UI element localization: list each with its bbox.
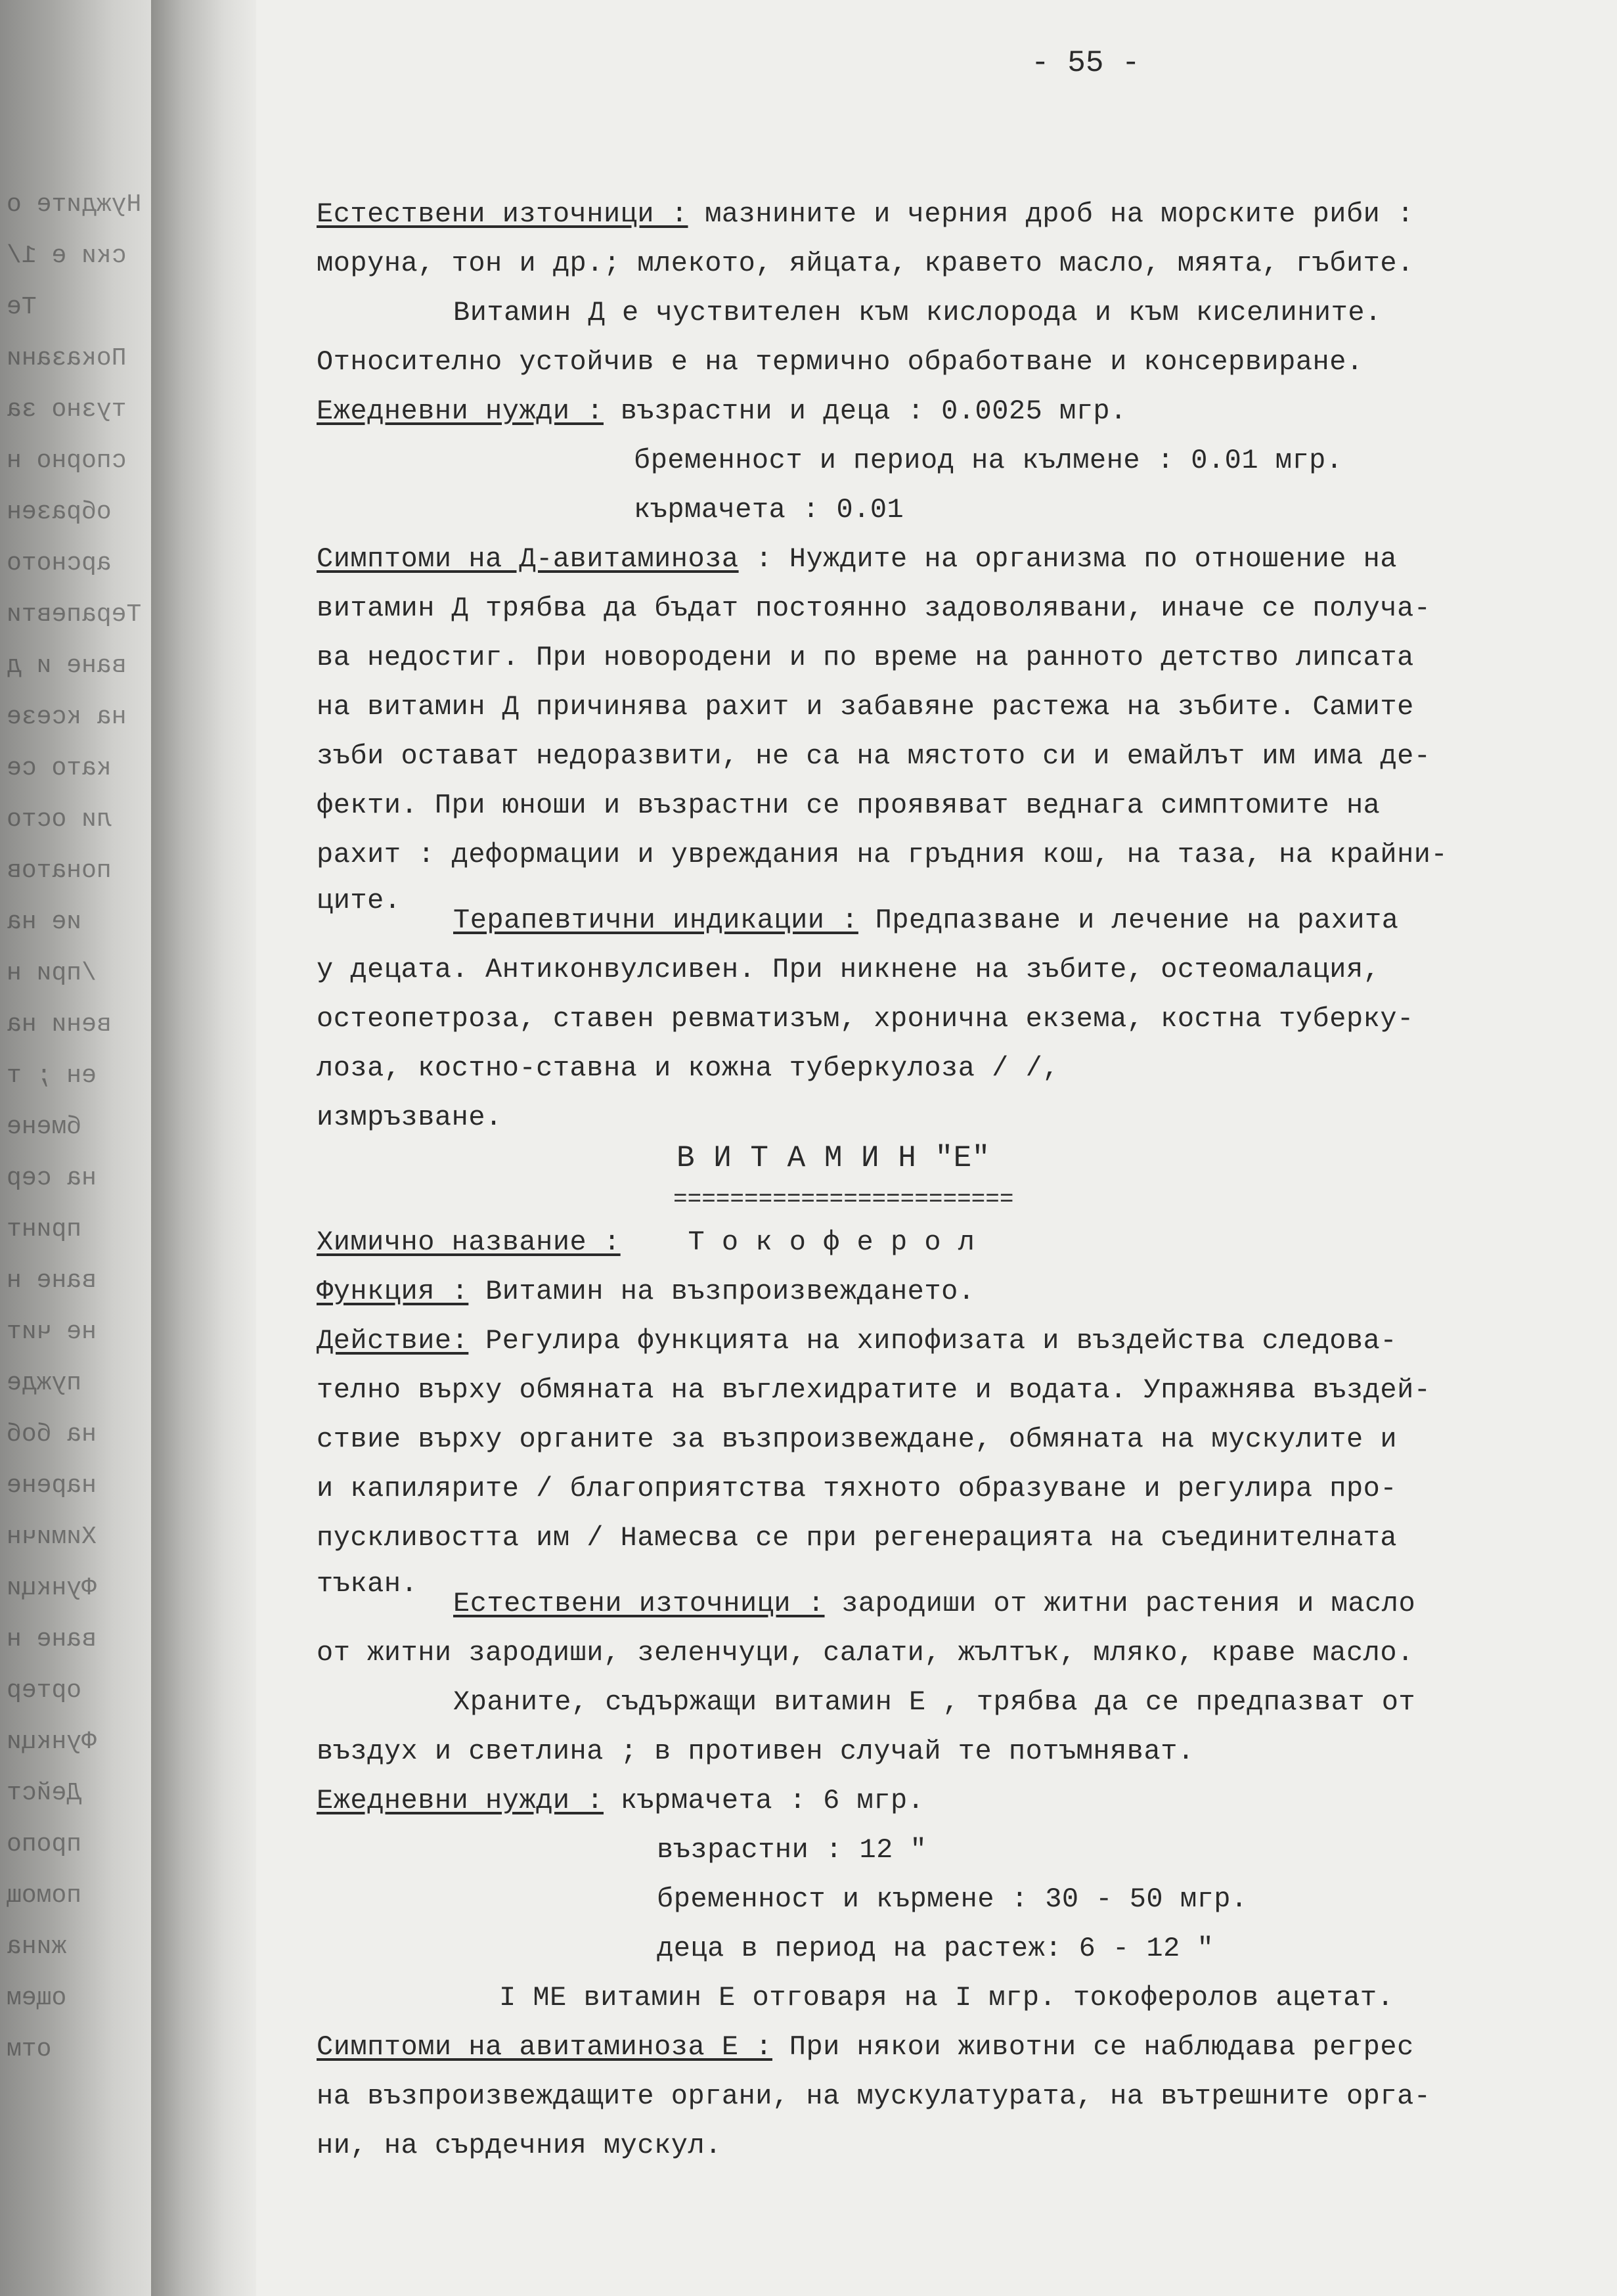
natural-sources-e: Естествени източници : зародиши от житни растения и масло [453,1588,1416,1619]
line-10: ва недостиг. При новородени и по време на ранното детство липсата [317,642,1414,673]
bleed-line: бмене [7,1113,82,1141]
line-2: моруна, тон и др.; млекото, яйцата, кравето масло, мяята, гъбите. [317,248,1414,279]
bleed-line: Показани [7,344,127,372]
bleed-line: жина [7,1933,67,1961]
bleed-line: ощем [7,1984,67,2012]
bleed-line: Дейст [7,1779,82,1807]
bleed-line: Функци [7,1728,97,1756]
bleed-line: /при н [7,959,97,987]
bleed-line: на ксезе [7,703,127,731]
line-1: Естествени източници : мазнините и черния дроб на морските риби : [317,198,1414,230]
bleed-line: пужде [7,1369,82,1397]
line-11: на витамин Д причинява рахит и забавяне растежа на зъбите. Самите [317,691,1414,723]
bleed-line: Функци [7,1574,97,1602]
bleed-line: вени на [7,1010,112,1039]
bleed-line: ване н [7,1625,97,1654]
bleed-line: ен ; т [7,1062,97,1090]
line-32: от житни зародиши, зеленчуци, салати, жълтък, мляко, краве масло. [317,1637,1414,1669]
bleed-line: на боб [7,1420,97,1449]
bleed-line: ли осто [7,805,112,834]
line-39: I МЕ витамин Е отговаря на I мгр. токоферолов ацетат. [499,1982,1394,2014]
line-28: и капилярите / благоприятства тяхното образуване и регулира про- [317,1473,1398,1504]
line-18: остеопетроза, ставен ревматизъм, хронична екзема, костна туберку- [317,1003,1414,1035]
symptoms-d-heading: Симптоми на Д-авитаминоза : Нуждите на организма по отношение на [317,543,1398,575]
bleed-line: пропо [7,1830,82,1858]
bleed-line: ване н [7,1267,97,1295]
bleed-line: Химичн [7,1523,97,1551]
symptoms-e-heading: Симптоми на авитаминоза Е : При някои животни се наблюдава регрес [317,2031,1414,2063]
bleed-line: не чит [7,1318,97,1346]
section-title-vitamin-e: В И Т А М И Н "Е" [676,1141,990,1175]
bleed-line: отм [7,2035,52,2063]
bleed-line: тузно за [7,395,127,424]
bleed-line: ски е 1/ [7,242,127,270]
line-19: лоза, костно-ставна и кожна туберкулоза / /, [317,1052,1059,1084]
line-27: ствие върху органите за възпроизвеждане, обмяната на мускулите и [317,1424,1398,1455]
line-34: въздух и светлина ; в противен случай те потъмняват. [317,1736,1195,1767]
function: Функция : Витамин на възпроизвеждането. [317,1276,975,1307]
bleed-line: Нуждите о [7,191,142,219]
line-36: възрастни : 12 " [657,1834,927,1866]
daily-needs-e: Ежедневни нужди : кърмачета : 6 мгр. [317,1785,925,1816]
line-15: ците. [317,885,401,916]
bleed-line: понатов [7,857,112,885]
line-7: кърмачета : 0.01 [634,494,904,526]
bleed-line: Терапевти [7,600,142,629]
line-38: деца в период на растеж: 6 - 12 " [657,1933,1214,1964]
bleed-line: принт [7,1215,82,1244]
line-41: на възпроизвеждащите органи, на мускулатурата, на вътрешните орга- [317,2081,1431,2112]
line-13: фекти. При юноши и възрастни се проявяват веднага симптомите на [317,790,1381,821]
bleed-line: на сер [7,1164,97,1192]
line-3: Витамин Д е чуствителен към кислорода и към киселините. [453,297,1382,328]
line-37: бременност и кърмене : 30 - 50 мгр. [657,1883,1248,1915]
line-12: зъби остават недоразвити, не са на мястото си и емайлът им има де- [317,740,1431,772]
line-30: тъкан. [317,1568,418,1600]
daily-needs-d: Ежедневни нужди : възрастни и деца : 0.0025 мгр. [317,395,1127,427]
document-page [256,0,1617,2296]
bleed-line: Те [7,293,37,321]
previous-page-bleed [7,0,243,2296]
bleed-line: ване и д [7,652,127,680]
bleed-line: спорно н [7,447,127,475]
action: Действие: Регулира функцията на хипофизата и въздейства следова- [317,1325,1398,1357]
bleed-line: ортер [7,1677,82,1705]
chemical-name: Химично название : Т о к о ф е р о л [317,1227,975,1258]
line-17: у децата. Антиконвулсивен. При никнене на зъбите, остеомалация, [317,954,1381,985]
therapeutic-indications: Терапевтични индикации : Предпазване и лечение на рахита [453,905,1399,936]
bleed-line: арсното [7,549,112,577]
bleed-line: ие на [7,908,82,936]
bleed-line: нарене [7,1472,97,1500]
line-26: телно върху обмяната на въглехидратите и водата. Упражнява въздей- [317,1374,1431,1406]
page-number: - 55 - [1031,46,1140,80]
line-42: ни, на сърдечния мускул. [317,2130,722,2161]
bleed-line: като се [7,754,112,782]
line-33: Храните, съдържащи витамин Е , трябва да се предпазват от [453,1686,1416,1718]
line-20: измръзване. [317,1102,502,1133]
line-6: бременност и период на кълмене : 0.01 мгр. [634,445,1343,476]
section-separator: ======================== [673,1186,1014,1213]
bleed-line: образен [7,498,112,526]
line-9: витамин Д трябва да бъдат постоянно задоволявани, иначе се получа- [317,593,1431,624]
line-14: рахит : деформации и увреждания на гръдния кош, на таза, на крайни- [317,839,1448,870]
line-4: Относително устойчив е на термично обработване и консервиране. [317,346,1363,378]
line-29: пускливостта им / Намесва се при регенерацията на съединителната [317,1522,1398,1554]
bleed-line: помощ [7,1881,82,1910]
